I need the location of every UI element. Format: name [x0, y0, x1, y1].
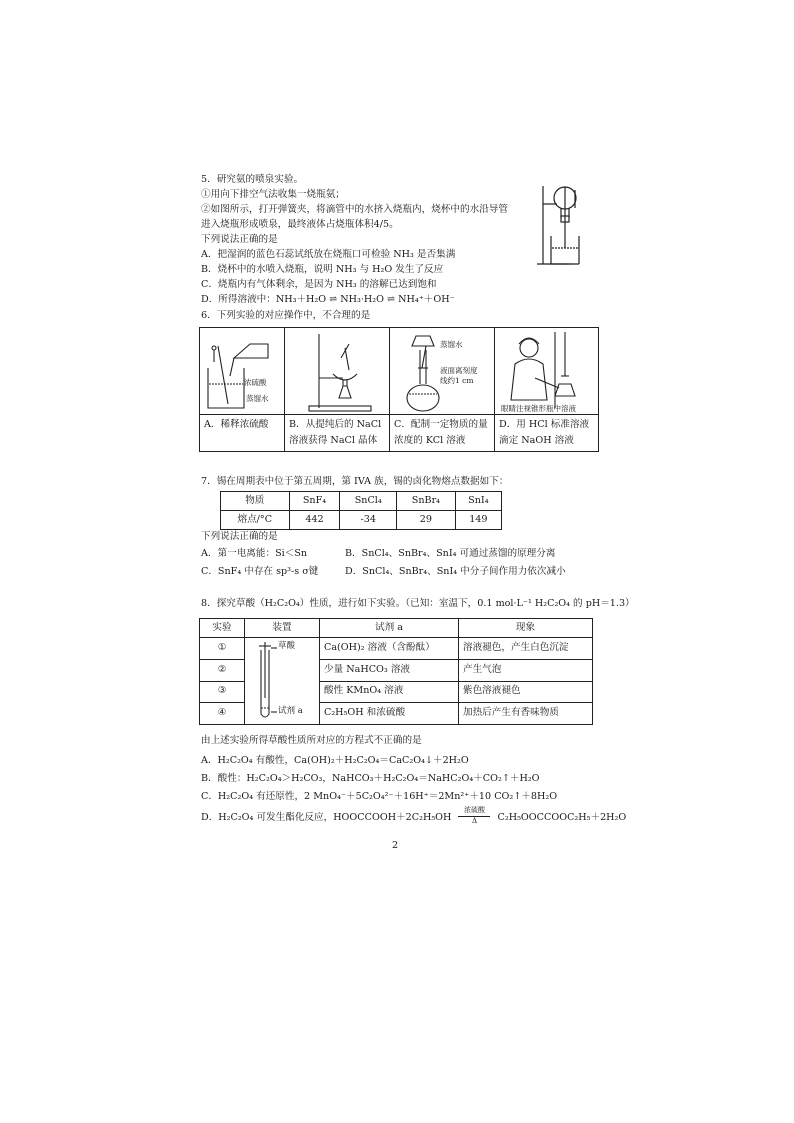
table-cell: 149: [455, 511, 501, 530]
reaction-condition: [458, 806, 490, 826]
label-distilled-water: 蒸馏水: [246, 394, 269, 403]
q6-option-d: D．用 HCl 标准溶液滴定 NaOH 溶液: [499, 419, 590, 446]
q7-option-c: C．SnF₄ 中存在 sp³-s σ键: [201, 566, 319, 577]
q7-option-a: A．第一电离能：Si＜Sn: [201, 548, 308, 559]
q5-title: 5．研究氨的喷泉实验。: [201, 174, 304, 185]
table-cell: C₂H₅OH 和浓硫酸: [320, 703, 459, 725]
q5-prompt: 下列说法正确的是: [201, 234, 278, 245]
table-header-cell: SnI₄: [455, 492, 501, 511]
q8-prompt: 由上述实验所得草酸性质所对应的方程式不正确的是: [201, 735, 422, 746]
q5-option-c: C．烧瓶内有气体剩余，是因为 NH₃ 的溶解已达到饱和: [201, 279, 437, 290]
table-cell: 442: [289, 511, 340, 530]
label-eyes-on-flask: 眼睛注视锥形瓶中溶液: [501, 404, 576, 413]
condition-heat: Δ: [471, 817, 477, 825]
q6-option-c: C．配制一定物质的量浓度的 KCl 溶液: [394, 419, 488, 446]
table-cell: 酸性 KMnO₄ 溶液: [320, 681, 459, 703]
table-cell: -34: [340, 511, 397, 530]
q8-title: 8．探究草酸（H₂C₂O₄）性质，进行如下实验。（已知：室温下，0.1 mol·L⁻¹ H₂C₂O₄ 的 pH＝1.3）: [201, 598, 635, 609]
condition-catalyst: 浓硫酸: [463, 806, 485, 814]
q5-step2b: 进入烧瓶形成喷泉，最终液体占烧瓶体积4/5。: [201, 219, 399, 230]
q5-step1: ①用向下排空气法收集一烧瓶氨；: [201, 189, 345, 200]
q5-option-b: B．烧杯中的水喷入烧瓶，说明 NH₃ 与 H₂O 发生了反应: [201, 264, 444, 275]
table-header-row: [221, 492, 502, 511]
label-flask-note-1: 液面离刻度: [440, 366, 478, 375]
q6-figure-evaporation: [285, 328, 389, 415]
table-header-cell: SnF₄: [289, 492, 340, 511]
table-cell: ②: [200, 659, 245, 681]
table-header-cell: 物质: [221, 492, 290, 511]
q6-figure-volumetric-flask: [390, 328, 494, 415]
q5-option-d: D．所得溶液中：NH₃＋H₂O ⇌ NH₃·H₂O ⇌ NH₄⁺＋OH⁻: [201, 294, 455, 305]
table-cell: 产生气泡: [459, 659, 593, 681]
q8-apparatus-cell: [245, 638, 320, 725]
table-header-cell: SnBr₄: [397, 492, 456, 511]
q6-cell-b: [285, 328, 390, 452]
fountain-apparatus-figure: [535, 178, 595, 270]
q8-option-c: C．H₂C₂O₄ 有还原性，2 MnO₄⁻＋5C₂O₄²⁻＋16H⁺＝2Mn²⁺＋10 CO₂↑＋8H₂O: [201, 791, 558, 802]
q7-melting-point-table: [220, 491, 502, 530]
table-row: [200, 638, 593, 660]
table-cell: Ca(OH)₂ 溶液（含酚酞）: [320, 638, 459, 660]
q6-cell-c: [390, 328, 495, 452]
q8-option-b: B．酸性：H₂C₂O₄＞H₂CO₃，NaHCO₃＋H₂C₂O₄＝NaHC₂O₄＋CO₂↑＋H₂O: [201, 773, 540, 784]
label-flask-note-2: 线约1 cm: [440, 376, 474, 385]
table-cell: 熔点/°C: [221, 511, 290, 530]
table-cell: ①: [200, 638, 245, 660]
q6-figure-dilute-acid: [200, 328, 284, 415]
question-5: [201, 172, 508, 307]
table-cell: 少量 NaHCO₃ 溶液: [320, 659, 459, 681]
table-cell: 溶液褪色，产生白色沉淀: [459, 638, 593, 660]
table-header-row: [200, 619, 593, 638]
table-cell: 紫色溶液褪色: [459, 681, 593, 703]
table-cell: 加热后产生有香味物质: [459, 703, 593, 725]
q6-cell-d: [495, 328, 599, 452]
table-cell: ④: [200, 703, 245, 725]
label-concentrated-acid: 浓硫酸: [244, 378, 267, 387]
q8-option-d: [201, 806, 626, 832]
q8-option-d-right: C₂H₅OOCCOOC₂H₅＋2H₂O: [497, 812, 627, 823]
table-cell: 29: [397, 511, 456, 530]
q6-title: 6．下列实验的对应操作中，不合理的是: [201, 310, 371, 321]
q6-options-table: [199, 327, 599, 452]
table-header-cell: 试剂 a: [320, 619, 459, 638]
label-distilled-water-c: 蒸馏水: [440, 340, 463, 349]
q8-option-a: A．H₂C₂O₄ 有酸性，Ca(OH)₂＋H₂C₂O₄＝CaC₂O₄↓＋2H₂O: [201, 755, 469, 766]
q7-option-d: D．SnCl₄、SnBr₄、SnI₄ 中分子间作用力依次减小: [345, 566, 566, 577]
q7-prompt: 下列说法正确的是: [201, 531, 278, 542]
page-number: 2: [392, 840, 399, 851]
label-oxalic-acid: 草酸: [278, 641, 296, 651]
q6-figure-titration: [495, 328, 598, 415]
q8-option-d-left: D．H₂C₂O₄ 可发生酯化反应，HOOCCOOH＋2C₂H₅OH: [201, 812, 452, 823]
q6-option-b: B．从提纯后的 NaCl 溶液获得 NaCl 晶体: [289, 419, 382, 446]
q7-title: 7．锡在周期表中位于第五周期，第 IVA 族，锡的卤化物熔点数据如下：: [201, 476, 509, 487]
label-reagent-a: 试剂 a: [278, 706, 303, 716]
q6-cell-a: [200, 328, 285, 452]
table-header-cell: 实验: [200, 619, 245, 638]
table-header-cell: 现象: [459, 619, 593, 638]
table-header-cell: 装置: [245, 619, 320, 638]
table-row: [221, 511, 502, 530]
q8-experiment-table: [199, 618, 593, 725]
q5-option-a: A．把湿润的蓝色石蕊试纸放在烧瓶口可检验 NH₃ 是否集满: [201, 249, 456, 260]
q6-option-a: A．稀释浓硫酸: [204, 419, 269, 430]
q5-step2a: ②如图所示，打开弹簧夹，将滴管中的水挤入烧瓶内，烧杯中的水沿导管: [201, 204, 508, 215]
q7-option-b: B．SnCl₄、SnBr₄、SnI₄ 可通过蒸馏的原理分离: [345, 548, 556, 559]
table-cell: ③: [200, 681, 245, 703]
table-header-cell: SnCl₄: [340, 492, 397, 511]
